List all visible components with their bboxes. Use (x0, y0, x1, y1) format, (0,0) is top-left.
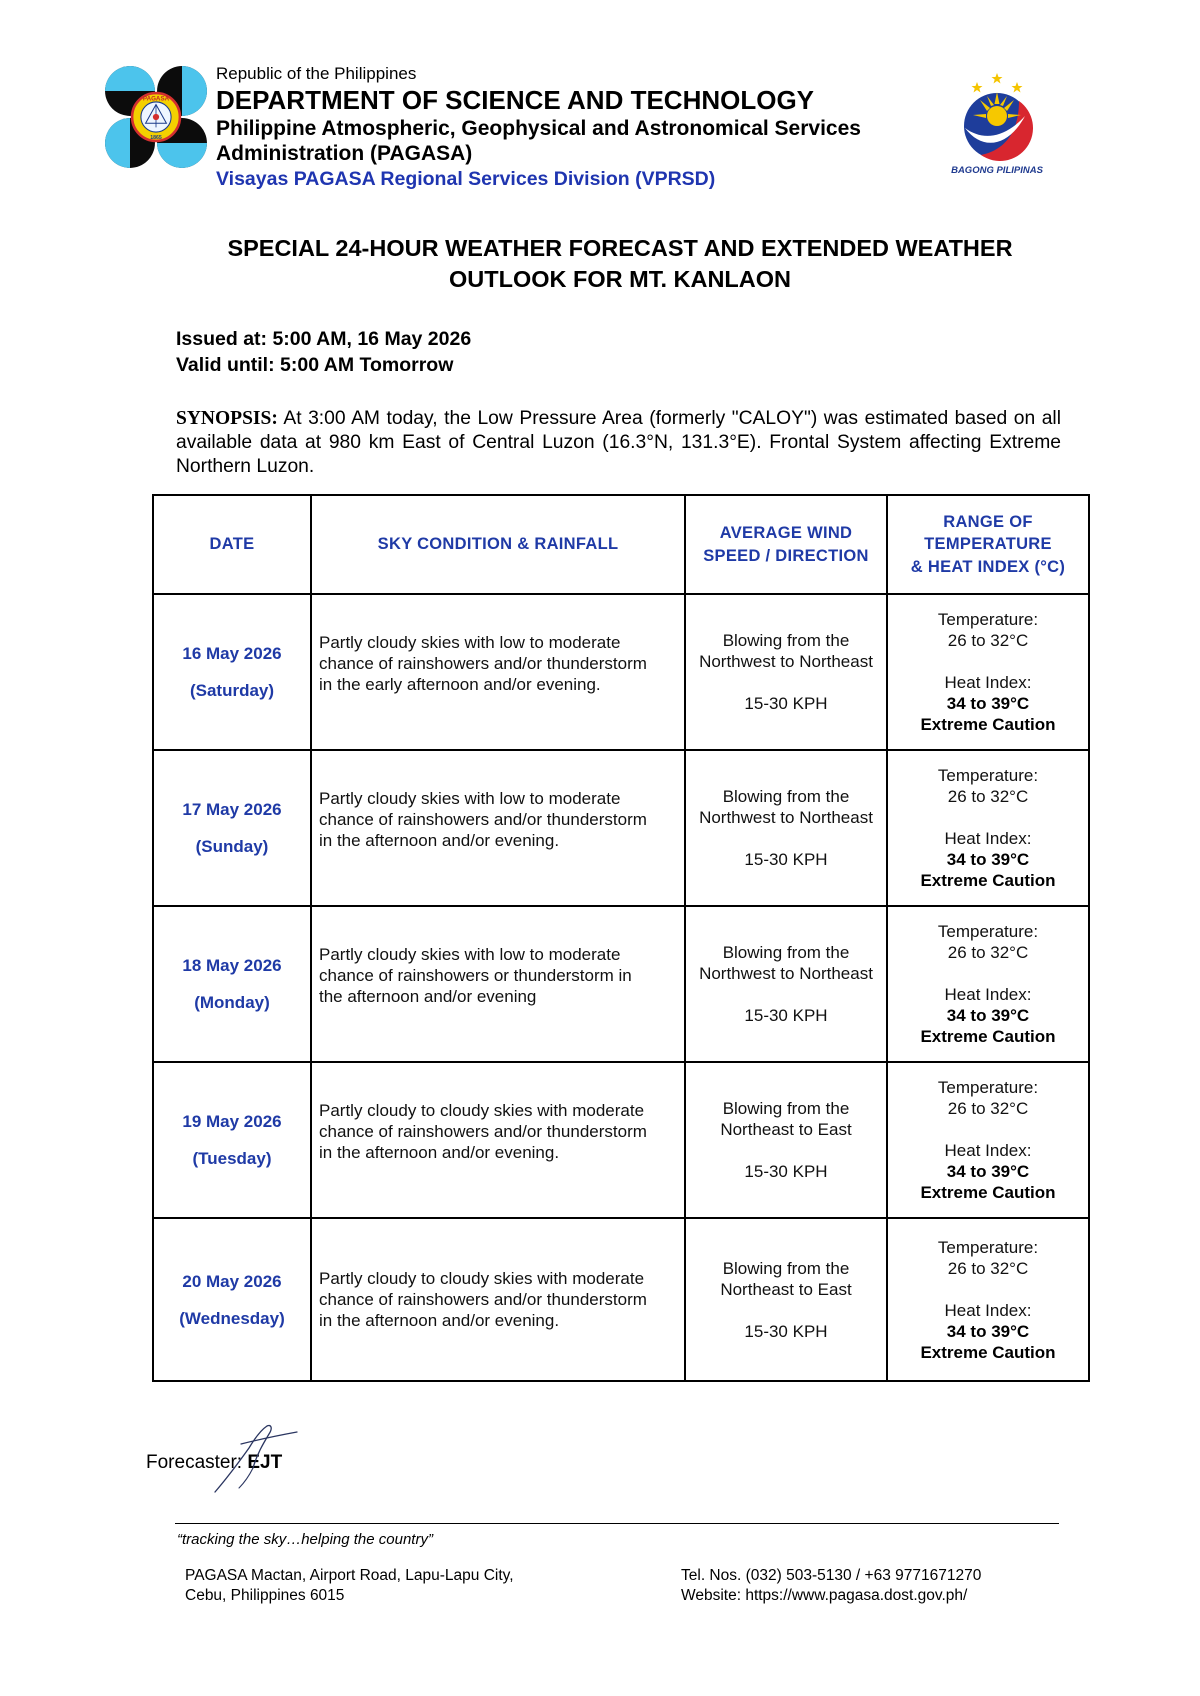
forecast-date: 17 May 2026 (182, 800, 282, 819)
heat-index-caution: Extreme Caution (920, 715, 1056, 734)
header-sky (311, 495, 685, 594)
forecast-table (152, 494, 1090, 1382)
bagong-pilipinas-logo-icon (947, 70, 1047, 166)
wind-direction: Northwest to Northeast (699, 808, 873, 827)
heat-index-label: Heat Index: (944, 829, 1032, 848)
temperature-cell (887, 906, 1089, 1062)
forecast-day: (Tuesday) (192, 1149, 272, 1168)
wind-line: Blowing from the (722, 631, 850, 650)
wind-speed: 15-30 KPH (744, 1321, 828, 1341)
wind-direction: Northwest to Northeast (699, 652, 873, 671)
sky-condition-line: chance of rainshowers and/or thunderstorm (319, 1290, 647, 1309)
division-name: Visayas PAGASA Regional Services Division (VPRSD) (216, 168, 716, 190)
heat-index-range: 34 to 39°C (946, 1321, 1030, 1341)
heat-index-label: Heat Index: (944, 985, 1032, 1004)
sky-condition-line: Partly cloudy skies with low to moderate (319, 632, 621, 652)
sky-condition-line: in the afternoon and/or evening. (319, 1311, 560, 1330)
issuance-block (176, 326, 471, 378)
heat-index-range: 34 to 39°C (946, 1006, 1030, 1025)
wind-cell (685, 906, 887, 1062)
wind-line: Blowing from the (722, 1099, 850, 1118)
sky-condition-line: in the afternoon and/or evening. (319, 830, 560, 850)
forecaster-name: EJT (247, 1452, 283, 1473)
wind-cell (685, 1218, 887, 1381)
temperature-cell (887, 594, 1089, 750)
sky-condition-line: Partly cloudy to cloudy skies with moderate (319, 1100, 645, 1120)
date-cell (153, 1062, 311, 1218)
temperature-cell (887, 750, 1089, 906)
heat-index-label: Heat Index: (944, 1300, 1032, 1320)
footer-motto: “tracking the sky…helping the country” (177, 1531, 433, 1548)
sky-condition-line: chance of rainshowers and/or thunderstorm (319, 1121, 647, 1141)
heat-index-label: Heat Index: (944, 673, 1032, 692)
forecast-day: (Saturday) (189, 681, 275, 700)
issued-label: Issued at: (176, 328, 268, 350)
telephone-numbers: Tel. Nos. (032) 503-5130 / +63 9771671270 (681, 1567, 982, 1584)
synopsis-text: At 3:00 AM today, the Low Pressure Area (formerly "CALOY") was estimated based on all available data at 980 km East of Central Luzon (16.3°N, 131.3°E). Frontal System affecting Extreme Northern Luzon. (176, 408, 1061, 477)
forecaster-label: Forecaster: (146, 1452, 243, 1473)
table-row (153, 750, 1089, 906)
handwritten-signature-icon (205, 1418, 305, 1498)
wind-direction: Northeast to East (720, 1279, 852, 1299)
issued-value: 5:00 AM, 16 May 2026 (272, 328, 472, 350)
temperature-label: Temperature: (937, 1237, 1039, 1257)
sky-condition-line: Partly cloudy skies with low to moderate (319, 944, 621, 964)
wind-speed: 15-30 KPH (744, 1162, 828, 1181)
forecast-date: 19 May 2026 (182, 1112, 282, 1131)
heat-index-range: 34 to 39°C (946, 1162, 1030, 1181)
footer-contact (681, 1566, 981, 1606)
title-line2: OUTLOOK FOR MT. KANLAON (448, 266, 792, 292)
heat-index-caution: Extreme Caution (920, 1183, 1056, 1202)
temperature-label: Temperature: (937, 922, 1039, 941)
date-cell (153, 906, 311, 1062)
header-sky-label: SKY CONDITION & RAINFALL (377, 535, 619, 554)
wind-cell (685, 1062, 887, 1218)
wind-speed: 15-30 KPH (744, 1006, 828, 1025)
table-row (153, 594, 1089, 750)
sky-condition-cell (311, 1062, 685, 1218)
table-row (153, 1062, 1089, 1218)
agency-name-line1: Philippine Atmospheric, Geophysical and Astronomical Services (216, 117, 861, 140)
forecast-date: 16 May 2026 (182, 644, 282, 663)
address-line2: Cebu, Philippines 6015 (185, 1587, 345, 1604)
forecast-date: 18 May 2026 (182, 956, 282, 975)
sky-condition-line: Partly cloudy to cloudy skies with moderate (319, 1269, 645, 1288)
republic-line: Republic of the Philippines (216, 64, 417, 83)
header-temperature (887, 495, 1089, 594)
sky-condition-cell (311, 594, 685, 750)
sky-condition-line: in the early afternoon and/or evening. (319, 674, 601, 694)
seal-text: PAGASA (142, 95, 170, 103)
date-cell (153, 1218, 311, 1381)
heat-index-caution: Extreme Caution (920, 1342, 1056, 1362)
wind-speed: 15-30 KPH (744, 694, 828, 713)
agency-name-line2: Administration (PAGASA) (216, 142, 473, 165)
heat-index-caution: Extreme Caution (920, 871, 1056, 890)
heat-index-range: 34 to 39°C (946, 850, 1030, 869)
valid-label: Valid until: (176, 354, 275, 376)
sky-condition-line: Partly cloudy skies with low to moderate (319, 788, 621, 808)
footer-separator (175, 1523, 1059, 1524)
sky-condition-line: in the afternoon and/or evening. (319, 1142, 560, 1162)
table-header-row (153, 495, 1089, 594)
temperature-range: 26 to 32°C (947, 1258, 1029, 1278)
wind-line: Blowing from the (722, 943, 850, 962)
temperature-range: 26 to 32°C (947, 631, 1029, 650)
temperature-cell (887, 1062, 1089, 1218)
forecast-day: (Sunday) (195, 837, 269, 856)
synopsis-label: SYNOPSIS: (176, 408, 278, 429)
sky-condition-line: the afternoon and/or evening (319, 986, 537, 1006)
document-title (152, 233, 1088, 295)
date-cell (153, 750, 311, 906)
sky-condition-line: chance of rainshowers or thunderstorm in (319, 965, 632, 985)
sky-condition-cell (311, 1218, 685, 1381)
header-temperature-line: RANGE OF (943, 512, 1033, 531)
issued-at-line (176, 326, 471, 352)
heat-index-caution: Extreme Caution (920, 1027, 1056, 1046)
temperature-range: 26 to 32°C (947, 1099, 1029, 1118)
wind-direction: Northeast to East (720, 1120, 852, 1139)
address-line1: PAGASA Mactan, Airport Road, Lapu-Lapu City, (185, 1567, 514, 1584)
wind-cell (685, 750, 887, 906)
header-wind-line: AVERAGE WIND (719, 524, 853, 542)
header-date-label: DATE (209, 535, 255, 554)
sky-condition-cell (311, 750, 685, 906)
sky-condition-line: chance of rainshowers and/or thunderstorm (319, 809, 647, 829)
temperature-range: 26 to 32°C (947, 943, 1029, 962)
temperature-range: 26 to 32°C (947, 787, 1029, 806)
sky-condition-line: chance of rainshowers and/or thunderstorm (319, 653, 647, 673)
forecast-date: 20 May 2026 (182, 1271, 282, 1291)
title-line1: SPECIAL 24-HOUR WEATHER FORECAST AND EXTENDED WEATHER (227, 235, 1013, 261)
header-temperature-line: & HEAT INDEX (°C) (910, 557, 1066, 576)
sky-condition-cell (311, 906, 685, 1062)
temperature-label: Temperature: (937, 610, 1039, 629)
footer-address (185, 1566, 514, 1606)
website-link[interactable]: Website: https://www.pagasa.dost.gov.ph/ (681, 1587, 968, 1604)
heat-index-label: Heat Index: (944, 1141, 1032, 1160)
synopsis-paragraph (176, 407, 1061, 479)
heat-index-range: 34 to 39°C (946, 694, 1030, 713)
forecast-day: (Monday) (194, 993, 270, 1012)
temperature-label: Temperature: (937, 1078, 1039, 1097)
header-wind-line: SPEED / DIRECTION (703, 546, 869, 565)
valid-until-line (176, 352, 471, 378)
header-wind (685, 495, 887, 594)
temperature-label: Temperature: (937, 766, 1039, 785)
department-name: DEPARTMENT OF SCIENCE AND TECHNOLOGY (216, 85, 815, 115)
header-temperature-line: TEMPERATURE (924, 535, 1052, 554)
dost-pagasa-seal-icon (104, 65, 208, 169)
wind-line: Blowing from the (722, 787, 850, 806)
wind-speed: 15-30 KPH (744, 850, 828, 869)
valid-value: 5:00 AM Tomorrow (280, 354, 454, 376)
wind-cell (685, 594, 887, 750)
temperature-cell (887, 1218, 1089, 1381)
forecast-day: (Wednesday) (179, 1308, 285, 1328)
wind-direction: Northwest to Northeast (699, 964, 873, 983)
bagong-pilipinas-label: BAGONG PILIPINAS (951, 165, 1043, 176)
table-row (153, 906, 1089, 1062)
wind-line: Blowing from the (722, 1258, 850, 1278)
header-date (153, 495, 311, 594)
table-row (153, 1218, 1089, 1381)
date-cell (153, 594, 311, 750)
seal-year: 1865 (150, 134, 162, 141)
